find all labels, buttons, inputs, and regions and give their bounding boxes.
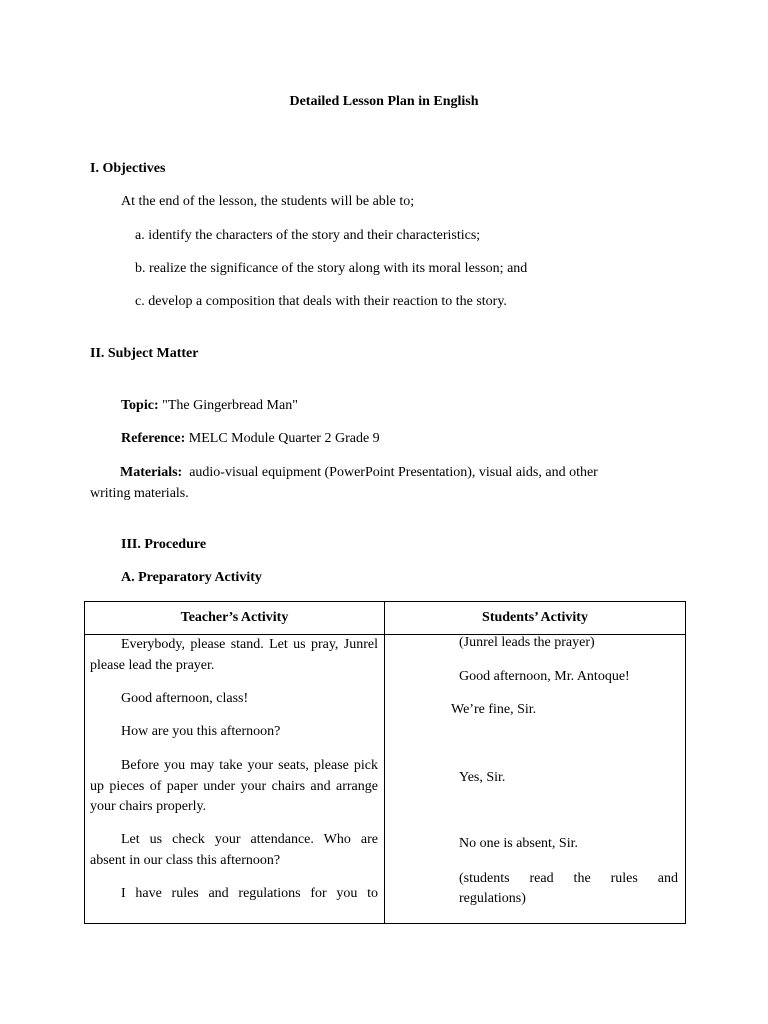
- topic-label: Topic:: [121, 398, 159, 413]
- teacher-activity-cell: [85, 635, 385, 924]
- table-header-row: [85, 602, 686, 635]
- teacher-line-6: I have rules and regulations for you to: [121, 886, 378, 901]
- materials-label: Materials:: [120, 465, 183, 480]
- objective-item-a: a. identify the characters of the story and their characteristics;: [135, 228, 481, 243]
- student-line-1: (Junrel leads the prayer): [459, 635, 595, 650]
- teacher-line-1: Everybody, please stand. Let us pray, Junrel please lead the prayer.: [90, 637, 378, 673]
- student-line-4: Yes, Sir.: [459, 770, 506, 785]
- procedure-heading: III. Procedure: [121, 537, 207, 552]
- subject-matter-heading: II. Subject Matter: [90, 346, 199, 361]
- objective-item-c: c. develop a composition that deals with their reaction to the story.: [135, 294, 507, 309]
- reference-label: Reference:: [121, 431, 186, 446]
- materials-paragraph: [90, 462, 638, 504]
- students-activity-cell: [385, 635, 686, 924]
- teacher-line-5: Let us check your attendance. Who are absent in our class this afternoon?: [90, 832, 378, 868]
- topic-value: "The Gingerbread Man": [162, 398, 298, 413]
- activity-table: [84, 601, 686, 924]
- reference-value: MELC Module Quarter 2 Grade 9: [188, 431, 380, 446]
- objective-item-b: b. realize the significance of the story along with its moral lesson; and: [135, 261, 528, 276]
- student-line-5: No one is absent, Sir.: [459, 836, 578, 851]
- teacher-line-3: How are you this afternoon?: [121, 724, 281, 739]
- reference-line: [121, 429, 380, 449]
- students-activity-header: Students’ Activity: [385, 602, 686, 635]
- teacher-line-2: Good afternoon, class!: [121, 691, 249, 706]
- teacher-activity-header: Teacher’s Activity: [85, 602, 385, 635]
- student-line-6: (students read the rules and regulations): [459, 871, 678, 906]
- preparatory-activity-heading: A. Preparatory Activity: [121, 570, 262, 585]
- teacher-line-4: Before you may take your seats, please pick up pieces of paper under your chairs and arrange your chairs properly.: [90, 758, 378, 814]
- materials-value: audio-visual equipment (PowerPoint Presentation), visual aids, and other writing materials.: [90, 465, 598, 501]
- objectives-intro: At the end of the lesson, the students will be able to;: [121, 194, 415, 209]
- student-line-2: Good afternoon, Mr. Antoque!: [459, 669, 630, 684]
- objectives-heading: I. Objectives: [90, 161, 166, 176]
- topic-line: [121, 396, 298, 416]
- table-row: [85, 635, 686, 924]
- document-title: Detailed Lesson Plan in English: [289, 94, 479, 109]
- student-line-3: We’re fine, Sir.: [451, 702, 537, 717]
